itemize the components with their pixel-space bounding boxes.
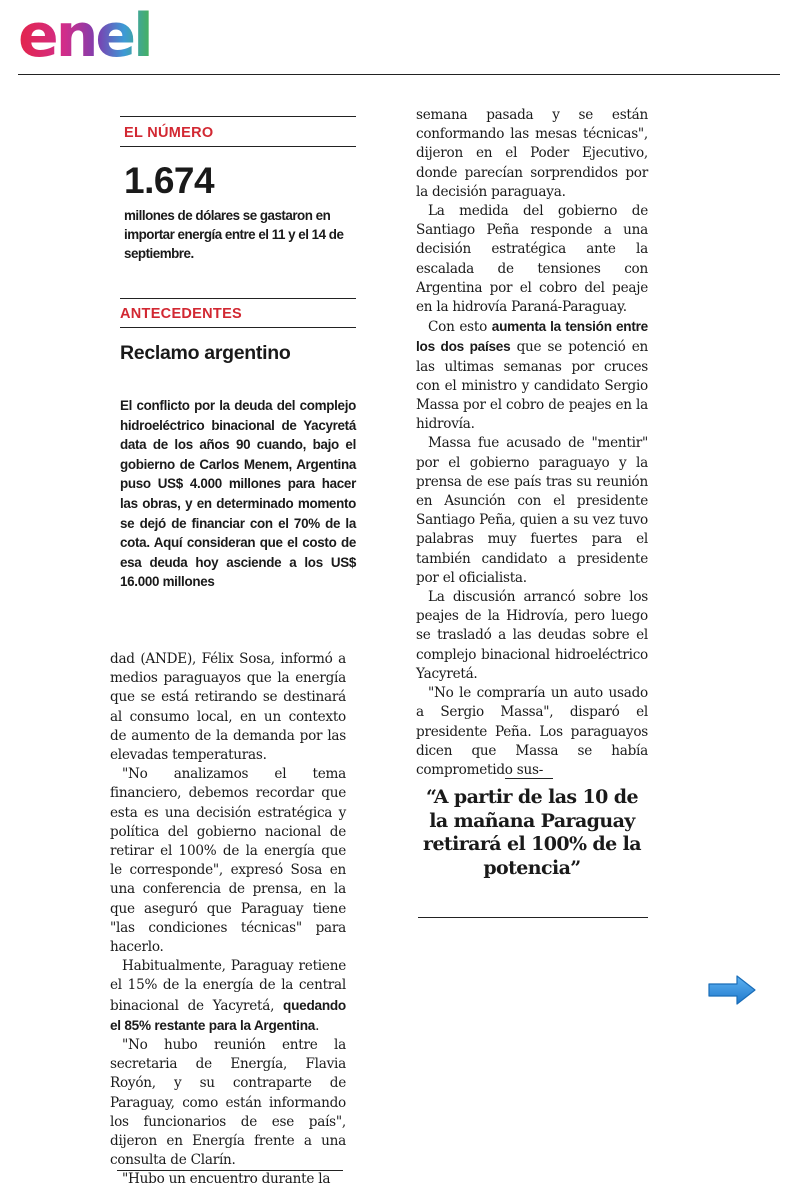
paragraph: Massa fue acusado de "mentir" por el gobierno paraguayo y la prensa de ese país tras su reunión en Asunción con el presidente Santiago Peña, quien a su vez tuvo palabras muy fuertes para el también candidato a presidente por el oficialista.: [416, 435, 648, 586]
paragraph: Con esto aumenta la tensión entre los dos países que se potenció en las ultimas semanas por cruces con el ministro y candidato Sergio Massa por el cobro de peajes en la hidrovía.: [416, 319, 648, 433]
paragraph: La discusión arrancó sobre los peajes de la Hidrovía, pero luego se trasladó a las deudas sobre el complejo binacional hidroeléctrico Yacyretá.: [416, 589, 648, 682]
paragraph: "No le compraría un auto usado a Sergio Massa", disparó el presidente Peña. Los paraguayos dicen que Massa se había comprometido sus-: [416, 685, 648, 778]
header-rule: [18, 74, 780, 75]
paragraph: semana pasada y se están conformando las mesas técnicas", dijeron en el Poder Ejecutivo, donde parecían sorprendidos por la decisión paraguaya.: [416, 107, 648, 200]
svg-text:enel: enel: [18, 4, 151, 66]
big-number: 1.674: [124, 160, 215, 201]
column-bottom-rule: [117, 1170, 343, 1171]
background-title: Reclamo argentino: [120, 342, 291, 364]
quote-bottom-rule: [418, 917, 648, 918]
sidebar-box: [120, 116, 356, 592]
paragraph: La medida del gobierno de Santiago Peña responde a una decisión estratégica ante la escalada de tensiones con Argentina por el cobro del peaje en la hidrovía Paraná-Paraguay.: [416, 203, 648, 316]
quote-top-rule: [505, 778, 553, 779]
paragraph: "No hubo reunión entre la secretaria de Energía, Flavia Royón, y su contraparte de Paraguay, como están informando los funcionarios de ese país", dijeron en Energía frente a una consulta de Clarín.: [110, 1037, 346, 1169]
number-description: millones de dólares se gastaron en importar energía entre el 11 y el 14 de septiembre.: [124, 208, 344, 261]
paragraph: dad (ANDE), Félix Sosa, informó a medios paraguayos que la energía que se está retirando se destinará al consumo local, en un contexto de aumento de la demanda por las elevadas temperaturas.: [110, 651, 346, 764]
article-column-left: [110, 650, 346, 1190]
paragraph: "Hubo un encuentro durante la: [122, 1171, 331, 1188]
bold-phrase: aumenta la tensión entre los dos países: [416, 319, 648, 355]
number-label: EL NÚMERO: [124, 125, 214, 141]
background-rule: [120, 327, 356, 328]
pull-quote: “A partir de las 10 de la mañana Paraguay retirará el 100% de la potencia”: [423, 786, 641, 879]
article-column-right: [416, 106, 648, 780]
sidebar-number-rule: [120, 146, 356, 147]
bold-phrase: quedando el 85% restante para la Argentina: [110, 997, 346, 1033]
enel-logo: [16, 4, 180, 66]
background-text: El conflicto por la deuda del complejo hidroeléctrico binacional de Yacyretá data de los años 90 cuando, bajo el gobierno de Carlos Menem, Argentina puso US$ 4.000 millones para hacer las obras, y en determinado momento se dejó de financiar con el 70% de la cota. Aquí consideran que el costo de esa deuda hoy asciende a los US$ 16.000 millones: [120, 398, 356, 590]
paragraph: Habitualmente, Paraguay retiene el 15% de la energía de la central binacional de Yacyretá, quedando el 85% restante para la Argentina.: [110, 958, 346, 1034]
background-label: ANTECEDENTES: [120, 306, 243, 322]
next-page-arrow-icon[interactable]: [707, 974, 757, 1006]
paragraph: "No analizamos el tema financiero, debemos recordar que esta es una decisión estratégica y política del gobierno nacional de retirar el 100% de la energía que le corresponde", expresó Sosa en una conferencia de prensa, en la que aseguró que Paraguay tiene "las condiciones técnicas" para hacerlo.: [110, 766, 346, 956]
